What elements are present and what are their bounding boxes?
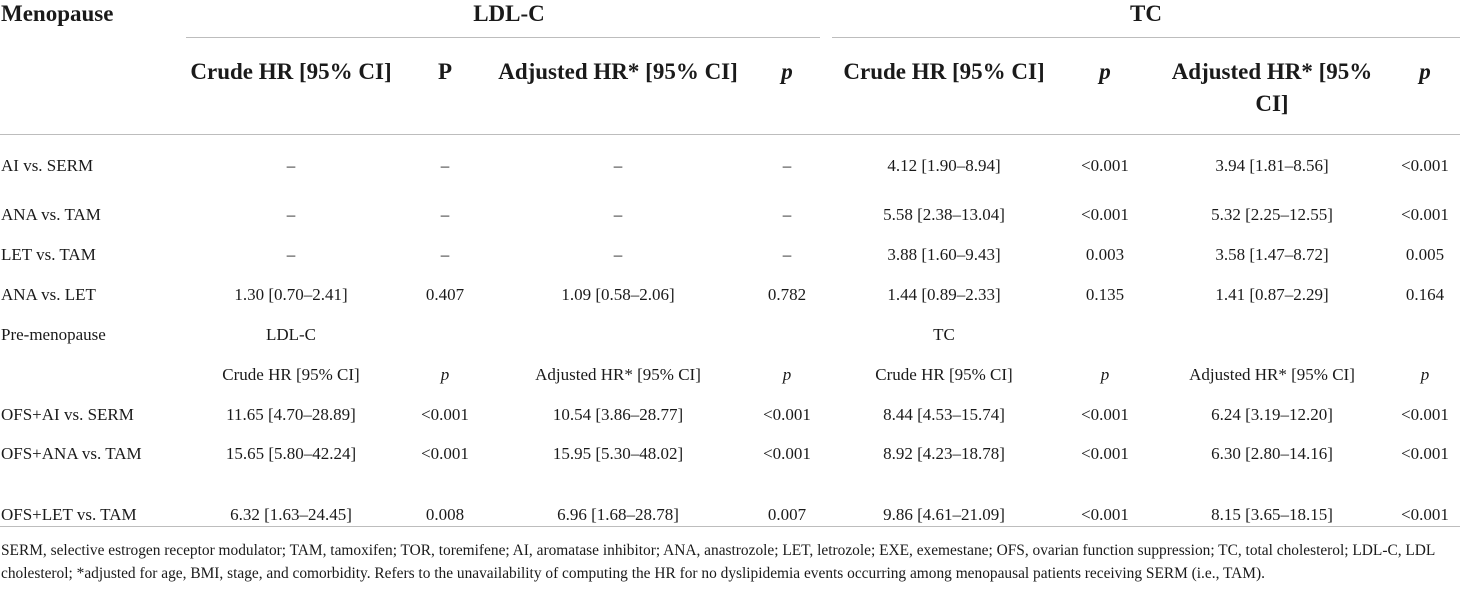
cell: – xyxy=(613,245,623,264)
cell: TC xyxy=(933,325,955,344)
cell: 1.30 [0.70–2.41] xyxy=(234,285,348,304)
cell: 8.92 [4.23–18.78] xyxy=(883,444,1005,463)
cell: <0.001 xyxy=(421,444,469,463)
cell: – xyxy=(782,155,792,175)
table-row xyxy=(0,386,1460,426)
cell xyxy=(1056,306,1154,346)
cell xyxy=(494,306,742,346)
cell: <0.001 xyxy=(1401,505,1449,524)
col-tc-adjusted-p: p xyxy=(1390,38,1460,134)
cell: 3.88 [1.60–9.43] xyxy=(887,245,1001,264)
col-ldl-crude-hr: Crude HR [95% CI] xyxy=(186,38,396,134)
cell: – xyxy=(440,205,450,224)
cell: <0.001 xyxy=(1081,155,1129,175)
cell: <0.001 xyxy=(1401,444,1449,463)
ldl-group-rule xyxy=(186,37,820,38)
menopause-heading: Menopause xyxy=(1,1,114,26)
cell: – xyxy=(440,155,450,175)
tc-group-rule xyxy=(832,37,1460,38)
cell: 6.30 [2.80–14.16] xyxy=(1211,444,1333,463)
header-empty-cell xyxy=(0,38,186,134)
cell: 0.003 xyxy=(1085,245,1125,264)
row-label: OFS+ANA vs. TAM xyxy=(1,444,142,463)
table-row xyxy=(0,186,1460,226)
cell: <0.001 xyxy=(421,405,469,424)
cell: <0.001 xyxy=(1401,155,1449,175)
cell xyxy=(396,306,494,346)
cell: <0.001 xyxy=(1401,205,1449,224)
cell: LDL-C xyxy=(265,325,317,344)
cell: 15.65 [5.80–42.24] xyxy=(225,444,357,463)
table-row xyxy=(0,226,1460,266)
cell: p xyxy=(782,365,792,384)
cell: 10.54 [3.86–28.77] xyxy=(552,405,684,424)
cell xyxy=(1154,306,1390,346)
table-row xyxy=(0,306,1460,346)
col-tc-p: p xyxy=(1056,38,1154,134)
cell: 6.32 [1.63–24.45] xyxy=(230,505,352,524)
cell: 8.15 [3.65–18.15] xyxy=(1211,505,1333,524)
cell: 8.44 [4.53–15.74] xyxy=(883,405,1005,424)
tc-group-label: TC xyxy=(1130,1,1162,26)
cell: 9.86 [4.61–21.09] xyxy=(883,505,1005,524)
cell: <0.001 xyxy=(1081,405,1129,424)
cell: <0.001 xyxy=(763,405,811,424)
cell: 15.95 [5.30–48.02] xyxy=(552,444,684,463)
col-ldl-adjusted-hr: Adjusted HR* [95% CI] xyxy=(494,38,742,134)
cell: 1.44 [0.89–2.33] xyxy=(887,285,1001,304)
cell: 1.09 [0.58–2.06] xyxy=(561,285,675,304)
cell: 4.12 [1.90–8.94] xyxy=(887,155,1001,175)
row-label: AI vs. SERM xyxy=(1,155,94,175)
cell: Crude HR [95% CI] xyxy=(222,365,360,384)
cell: 0.005 xyxy=(1405,245,1445,264)
cell xyxy=(742,306,832,346)
table-bottom-rule xyxy=(0,526,1460,527)
table-row xyxy=(0,266,1460,306)
tc-group-heading xyxy=(832,0,1460,38)
col-ldl-p: P xyxy=(396,38,494,134)
row-label: ANA vs. TAM xyxy=(1,205,101,224)
cell: – xyxy=(782,245,792,264)
cell: – xyxy=(286,205,296,224)
cell: 5.58 [2.38–13.04] xyxy=(883,205,1005,224)
cell: – xyxy=(782,205,792,224)
cell: <0.001 xyxy=(1081,205,1129,224)
row-label: ANA vs. LET xyxy=(1,285,96,304)
header-row-groups xyxy=(0,0,1460,38)
cell: 0.007 xyxy=(767,505,807,524)
col-ldl-adjusted-p: p xyxy=(742,38,832,134)
row-label: Pre-menopause xyxy=(1,325,106,344)
cell: <0.001 xyxy=(1401,405,1449,424)
table-row xyxy=(0,134,1460,186)
table-row xyxy=(0,346,1460,386)
cell: – xyxy=(440,245,450,264)
cell: 5.32 [2.25–12.55] xyxy=(1211,205,1333,224)
header-row-columns xyxy=(0,38,1460,134)
cell: <0.001 xyxy=(1081,444,1129,463)
cell: 0.782 xyxy=(767,285,807,304)
cell xyxy=(1390,306,1460,346)
table-row xyxy=(0,426,1460,492)
cell: 11.65 [4.70–28.89] xyxy=(226,405,356,424)
row-label: LET vs. TAM xyxy=(1,245,96,264)
cell: Adjusted HR* [95% CI] xyxy=(535,365,701,384)
cell: 0.164 xyxy=(1405,285,1445,304)
cell: Crude HR [95% CI] xyxy=(875,365,1013,384)
col-tc-crude-hr: Crude HR [95% CI] xyxy=(832,38,1056,134)
ldl-group-label: LDL-C xyxy=(473,1,545,26)
table-footnote: SERM, selective estrogen receptor modulator; TAM, tamoxifen; TOR, toremifene; AI, aromatase inhibitor; ANA, anastrozole; LET, letrozole; EXE, exemestane; OFS, ovarian function suppression; TC, total cholesterol; LDL-C, LDL cholesterol; *adjusted for age, BMI, stage, and comorbidity. Refers to the unavailability of computing the HR for no dyslipidemia events occurring among menopausal patients receiving SERM (i.e., TAM). xyxy=(1,542,1435,582)
cell: 3.58 [1.47–8.72] xyxy=(1215,245,1329,264)
cell: – xyxy=(613,205,623,224)
cell: 6.24 [3.19–12.20] xyxy=(1211,405,1333,424)
cell: 6.96 [1.68–28.78] xyxy=(557,505,679,524)
cell: p xyxy=(440,365,450,384)
cell: Adjusted HR* [95% CI] xyxy=(1189,365,1355,384)
cell: – xyxy=(286,155,296,175)
row-label: OFS+AI vs. SERM xyxy=(1,405,134,424)
cell: – xyxy=(613,155,623,175)
cell: – xyxy=(286,245,296,264)
cell: 0.407 xyxy=(425,285,465,304)
ldl-group-heading xyxy=(186,0,832,38)
cell: 0.008 xyxy=(425,505,465,524)
row-label: OFS+LET vs. TAM xyxy=(1,505,137,524)
row-label xyxy=(0,346,186,386)
cell: <0.001 xyxy=(763,444,811,463)
cell: p xyxy=(1100,365,1110,384)
cell: 1.41 [0.87–2.29] xyxy=(1215,285,1329,304)
cell: 0.135 xyxy=(1085,285,1125,304)
cell: 3.94 [1.81–8.56] xyxy=(1215,155,1329,175)
cell: <0.001 xyxy=(1081,505,1129,524)
col-tc-adjusted-hr: Adjusted HR* [95% CI] xyxy=(1154,38,1390,134)
cell: p xyxy=(1420,365,1430,384)
